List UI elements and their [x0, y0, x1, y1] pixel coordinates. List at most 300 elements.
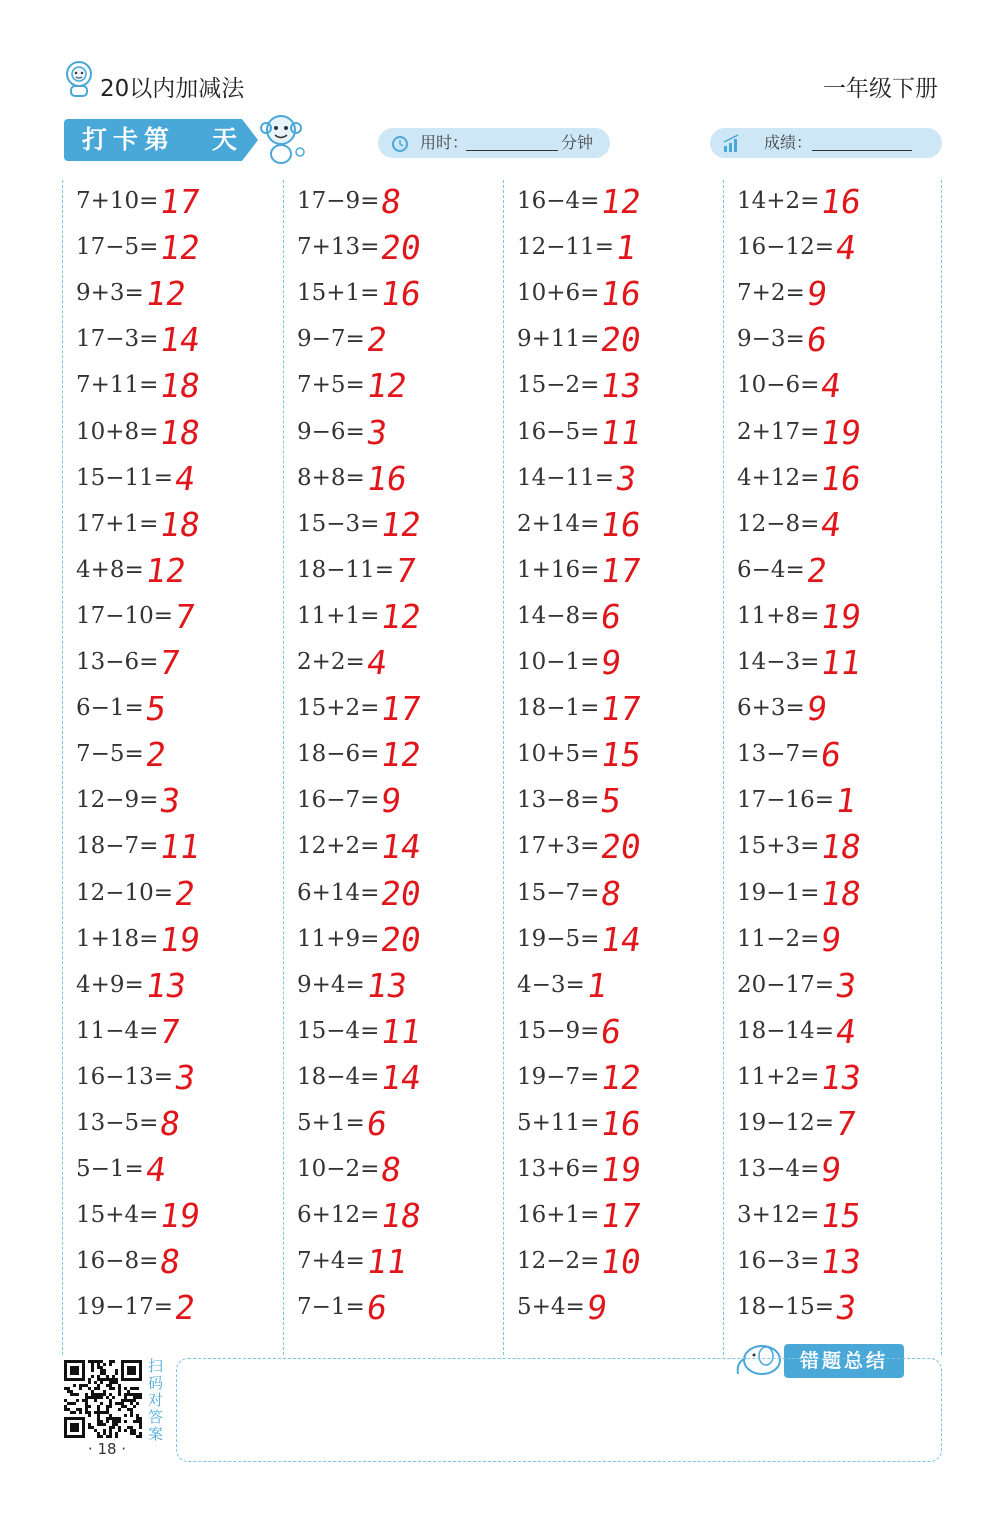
handwritten-answer: 16: [818, 458, 864, 498]
problem-row: [283, 503, 503, 549]
problem-row: [723, 364, 943, 410]
handwritten-answer: 7: [393, 550, 419, 590]
problem-row: [503, 1056, 723, 1102]
equation: 7−1=: [297, 1294, 365, 1321]
problem-row: [503, 779, 723, 825]
equation: 15−9=: [517, 1017, 600, 1044]
handwritten-answer: 12: [157, 228, 203, 268]
score-field: [710, 128, 942, 158]
problem-row: [503, 549, 723, 595]
problem-row: [283, 318, 503, 364]
equation: 14+2=: [737, 188, 820, 214]
equation: 18−7=: [76, 833, 159, 860]
handwritten-answer: 10: [598, 1242, 644, 1282]
handwritten-answer: 16: [364, 458, 410, 498]
handwritten-answer: 7: [157, 643, 183, 682]
handwritten-answer: 4: [833, 228, 859, 268]
equation: 11+8=: [737, 602, 820, 629]
handwritten-answer: 2: [172, 873, 198, 913]
problem-row: [62, 1148, 282, 1194]
handwritten-answer: 18: [157, 366, 203, 406]
handwritten-answer: 16: [598, 274, 644, 314]
handwritten-answer: 4: [818, 366, 844, 406]
handwritten-answer: 12: [598, 1057, 644, 1097]
handwritten-answer: 7: [157, 1011, 183, 1051]
problem-row: [503, 411, 723, 457]
problem-row: [723, 411, 943, 457]
problem-row: [723, 1286, 943, 1332]
equation: 18−15=: [737, 1294, 835, 1321]
equation: 6+14=: [297, 879, 380, 906]
handwritten-answer: 3: [172, 1057, 198, 1097]
bar-chart-icon: [722, 133, 742, 153]
time-blank[interactable]: [466, 132, 558, 151]
equation: 15+3=: [737, 833, 820, 860]
problem-row: [723, 641, 943, 687]
problem-row: [503, 226, 723, 272]
handwritten-answer: 3: [833, 1288, 859, 1328]
problem-row: [283, 1240, 503, 1286]
handwritten-answer: 1: [613, 228, 639, 268]
handwritten-answer: 20: [378, 228, 424, 268]
handwritten-answer: 6: [598, 1011, 624, 1051]
problem-row: [723, 825, 943, 871]
equation: 13+6=: [517, 1156, 600, 1183]
handwritten-answer: 17: [378, 689, 424, 729]
equation: 9−3=: [737, 326, 805, 353]
equation: 15+1=: [297, 280, 380, 307]
handwritten-answer: 16: [598, 504, 644, 544]
handwritten-answer: 18: [378, 1196, 424, 1236]
handwritten-answer: 8: [598, 873, 624, 913]
handwritten-answer: 17: [157, 182, 203, 221]
equation: 6−1=: [76, 695, 144, 722]
equation: 5+4=: [517, 1294, 585, 1321]
equation: 15−4=: [297, 1017, 380, 1044]
score-blank[interactable]: [812, 132, 912, 151]
handwritten-answer: 18: [818, 873, 864, 913]
handwritten-answer: 8: [157, 1104, 183, 1143]
handwritten-answer: 12: [143, 550, 189, 590]
problem-row: [62, 1194, 282, 1240]
handwritten-answer: 9: [818, 919, 844, 959]
equation: 13−8=: [517, 787, 600, 814]
handwritten-answer: 15: [818, 1196, 864, 1236]
problem-row: [503, 733, 723, 779]
handwritten-answer: 12: [598, 182, 644, 221]
problem-row: [723, 595, 943, 641]
equation: 2+17=: [737, 418, 820, 445]
problem-row: [503, 595, 723, 641]
equation: 17−16=: [737, 787, 835, 814]
handwritten-answer: 9: [804, 274, 830, 314]
equation: 11+2=: [737, 1063, 820, 1090]
problem-row: [283, 549, 503, 595]
handwritten-answer: 2: [172, 1288, 198, 1328]
problem-row: [503, 1194, 723, 1240]
equation: 13−6=: [76, 649, 159, 675]
problem-row: [283, 779, 503, 825]
handwritten-answer: 12: [378, 735, 424, 775]
equation: 7−5=: [76, 741, 144, 768]
handwritten-answer: 2: [804, 550, 830, 590]
equation: 6+3=: [737, 695, 805, 722]
handwritten-answer: 11: [378, 1011, 424, 1051]
handwritten-answer: 1: [584, 965, 610, 1005]
problem-row: [503, 503, 723, 549]
score-label: 成绩：: [764, 133, 813, 152]
problem-row: [283, 1148, 503, 1194]
equation: 2+14=: [517, 510, 600, 537]
equation: 10+5=: [517, 741, 600, 768]
handwritten-answer: 11: [364, 1242, 410, 1282]
equation: 10−2=: [297, 1156, 380, 1183]
handwritten-answer: 8: [378, 1150, 404, 1190]
equation: 19−1=: [737, 879, 820, 906]
equation: 16−7=: [297, 787, 380, 814]
handwritten-answer: 6: [818, 735, 844, 775]
problem-row: [283, 180, 503, 226]
handwritten-answer: 7: [172, 596, 198, 636]
handwritten-answer: 4: [818, 504, 844, 544]
problem-row: [62, 1056, 282, 1102]
problem-row: [723, 872, 943, 918]
problem-row: [283, 1010, 503, 1056]
handwritten-answer: 4: [833, 1011, 859, 1051]
problem-row: [723, 272, 943, 318]
problem-row: [62, 872, 282, 918]
problem-row: [723, 226, 943, 272]
equation: 18−14=: [737, 1017, 835, 1044]
equation: 1+18=: [76, 925, 159, 952]
handwritten-answer: 9: [378, 781, 404, 821]
handwritten-answer: 1: [833, 781, 859, 821]
equation: 19−12=: [737, 1110, 835, 1136]
equation: 4+9=: [76, 971, 144, 998]
equation: 10−6=: [737, 372, 820, 399]
problem-row: [62, 1010, 282, 1056]
problem-row: [283, 872, 503, 918]
problem-row: [503, 872, 723, 918]
equation: 16−13=: [76, 1063, 174, 1090]
checkin-prefix: 打卡第: [82, 125, 176, 154]
equation: 8+8=: [297, 464, 365, 491]
handwritten-answer: 3: [833, 965, 859, 1005]
equation: 15−7=: [517, 879, 600, 906]
problem-row: [503, 687, 723, 733]
handwritten-answer: 16: [598, 1104, 644, 1143]
handwritten-answer: 2: [364, 320, 390, 360]
handwritten-answer: 12: [378, 596, 424, 636]
problem-row: [283, 687, 503, 733]
equation: 17+3=: [517, 833, 600, 860]
handwritten-answer: 20: [598, 320, 644, 360]
equation: 7+2=: [737, 280, 805, 307]
handwritten-answer: 11: [157, 827, 203, 867]
problem-row: [503, 1102, 723, 1148]
equation: 18−6=: [297, 741, 380, 768]
equation: 15−3=: [297, 510, 380, 537]
qr-code-icon[interactable]: [64, 1360, 142, 1438]
problem-row: [62, 779, 282, 825]
problem-row: [62, 411, 282, 457]
equation: 9−6=: [297, 418, 365, 445]
problem-row: [723, 918, 943, 964]
equation: 12+2=: [297, 833, 380, 860]
problem-row: [283, 411, 503, 457]
problem-row: [283, 1056, 503, 1102]
mistakes-summary-label: 错题总结: [784, 1344, 904, 1378]
equation: 14−3=: [737, 649, 820, 675]
equation: 15+2=: [297, 695, 380, 722]
equation: 14−11=: [517, 464, 615, 491]
equation: 17+1=: [76, 510, 159, 537]
equation: 9+3=: [76, 280, 144, 307]
equation: 18−11=: [297, 556, 395, 583]
problem-row: [62, 364, 282, 410]
handwritten-answer: 14: [157, 320, 203, 360]
problem-row: [723, 779, 943, 825]
problem-row: [503, 1286, 723, 1332]
handwritten-answer: 17: [598, 550, 644, 590]
equation: 1+16=: [517, 556, 600, 583]
equation: 10+8=: [76, 418, 159, 445]
equation: 16−8=: [76, 1248, 159, 1275]
problem-row: [723, 687, 943, 733]
handwritten-answer: 19: [818, 596, 864, 636]
problem-row: [62, 1102, 282, 1148]
handwritten-answer: 20: [378, 919, 424, 959]
equation: 19−7=: [517, 1063, 600, 1090]
handwritten-answer: 12: [378, 504, 424, 544]
handwritten-answer: 20: [598, 827, 644, 867]
handwritten-answer: 6: [804, 320, 830, 360]
problem-row: [723, 549, 943, 595]
problem-row: [62, 180, 282, 226]
problem-row: [723, 1240, 943, 1286]
handwritten-answer: 16: [818, 182, 864, 221]
equation: 7+10=: [76, 188, 159, 214]
checkin-banner: [64, 119, 242, 161]
problem-row: [283, 825, 503, 871]
problem-row: [62, 272, 282, 318]
handwritten-answer: 19: [818, 412, 864, 452]
equation: 9+11=: [517, 326, 600, 353]
problem-row: [503, 1240, 723, 1286]
handwritten-answer: 13: [598, 366, 644, 406]
handwritten-answer: 13: [364, 965, 410, 1005]
problem-row: [723, 1102, 943, 1148]
alarm-clock-icon: [390, 133, 410, 153]
equation: 17−9=: [297, 188, 380, 214]
problem-row: [283, 595, 503, 641]
monkey-mascot-icon: [254, 110, 308, 166]
problem-row: [283, 1194, 503, 1240]
problem-row: [62, 503, 282, 549]
equation: 13−5=: [76, 1110, 159, 1136]
handwritten-answer: 19: [157, 1196, 203, 1236]
handwritten-answer: 5: [143, 689, 169, 729]
problem-row: [62, 964, 282, 1010]
handwritten-answer: 6: [364, 1104, 390, 1143]
problem-row: [283, 457, 503, 503]
equation: 7+11=: [76, 372, 159, 399]
problem-row: [723, 457, 943, 503]
problem-row: [723, 964, 943, 1010]
equation: 10+6=: [517, 280, 600, 307]
equation: 10−1=: [517, 649, 600, 675]
handwritten-answer: 11: [598, 412, 644, 452]
problem-row: [503, 272, 723, 318]
equation: 18−4=: [297, 1063, 380, 1090]
handwritten-answer: 13: [143, 965, 189, 1005]
handwritten-answer: 20: [378, 873, 424, 913]
equation: 12−8=: [737, 510, 820, 537]
equation: 6+12=: [297, 1202, 380, 1229]
problem-row: [62, 641, 282, 687]
handwritten-answer: 19: [598, 1150, 644, 1190]
problem-row: [283, 1102, 503, 1148]
handwritten-answer: 12: [143, 274, 189, 314]
problem-row: [62, 549, 282, 595]
problem-row: [283, 364, 503, 410]
equation: 12−2=: [517, 1248, 600, 1275]
equation: 11+9=: [297, 925, 380, 952]
equation: 16+1=: [517, 1202, 600, 1229]
equation: 9−7=: [297, 326, 365, 353]
time-field: [378, 128, 610, 158]
equation: 16−3=: [737, 1248, 820, 1275]
equation: 16−4=: [517, 188, 600, 214]
handwritten-answer: 11: [818, 643, 864, 682]
problem-row: [503, 918, 723, 964]
equation: 19−17=: [76, 1294, 174, 1321]
equation: 13−7=: [737, 741, 820, 768]
grade-label: 一年级下册: [823, 76, 938, 102]
handwritten-answer: 14: [378, 1057, 424, 1097]
problem-row: [723, 1056, 943, 1102]
equation: 4+8=: [76, 556, 144, 583]
handwritten-answer: 17: [598, 1196, 644, 1236]
handwritten-answer: 7: [833, 1104, 859, 1143]
problem-row: [723, 318, 943, 364]
problem-row: [62, 918, 282, 964]
problem-row: [62, 733, 282, 779]
equation: 18−1=: [517, 695, 600, 722]
time-unit: 分钟: [561, 133, 594, 152]
lion-mascot-icon: [62, 60, 96, 98]
handwritten-answer: 17: [598, 689, 644, 729]
time-label: 用时：: [420, 133, 469, 152]
equation: 7+5=: [297, 372, 365, 399]
handwritten-answer: 3: [157, 781, 183, 821]
handwritten-answer: 3: [613, 458, 639, 498]
equation: 12−10=: [76, 879, 174, 906]
handwritten-answer: 9: [804, 689, 830, 729]
problem-row: [62, 457, 282, 503]
handwritten-answer: 4: [364, 643, 390, 682]
equation: 14−8=: [517, 602, 600, 629]
equation: 5−1=: [76, 1156, 144, 1183]
equation: 5+1=: [297, 1110, 365, 1136]
problem-row: [503, 1010, 723, 1056]
equation: 17−5=: [76, 234, 159, 261]
page-number: · 18 ·: [87, 1440, 127, 1458]
handwritten-answer: 4: [172, 458, 198, 498]
problem-row: [283, 641, 503, 687]
equation: 11−4=: [76, 1017, 159, 1044]
equation: 11+1=: [297, 602, 380, 629]
problem-row: [62, 825, 282, 871]
problem-row: [723, 1148, 943, 1194]
handwritten-answer: 8: [157, 1242, 183, 1282]
problem-row: [723, 1010, 943, 1056]
problem-row: [503, 1148, 723, 1194]
problem-row: [283, 1286, 503, 1332]
problem-row: [62, 687, 282, 733]
equation: 7+4=: [297, 1248, 365, 1275]
problem-row: [62, 318, 282, 364]
problem-row: [62, 1286, 282, 1332]
problem-row: [503, 964, 723, 1010]
equation: 13−4=: [737, 1156, 820, 1183]
problem-row: [503, 457, 723, 503]
handwritten-answer: 13: [818, 1242, 864, 1282]
equation: 3+12=: [737, 1202, 820, 1229]
equation: 19−5=: [517, 925, 600, 952]
equation: 15+4=: [76, 1202, 159, 1229]
equation: 15−11=: [76, 464, 174, 491]
equation: 17−3=: [76, 326, 159, 353]
problem-grid: [62, 180, 942, 1355]
equation: 15−2=: [517, 372, 600, 399]
equation: 9+4=: [297, 971, 365, 998]
problem-row: [503, 825, 723, 871]
problem-row: [503, 318, 723, 364]
problem-row: [503, 364, 723, 410]
problem-row: [62, 595, 282, 641]
equation: 2+2=: [297, 649, 365, 675]
equation: 6−4=: [737, 556, 805, 583]
equation: 4−3=: [517, 971, 585, 998]
problem-row: [283, 964, 503, 1010]
equation: 4+12=: [737, 464, 820, 491]
problem-row: [723, 733, 943, 779]
handwritten-answer: 9: [818, 1150, 844, 1190]
equation: 12−11=: [517, 234, 615, 261]
handwritten-answer: 3: [364, 412, 390, 452]
handwritten-answer: 14: [598, 919, 644, 959]
page-header: [0, 0, 1000, 120]
problem-row: [723, 503, 943, 549]
handwritten-answer: 5: [598, 781, 624, 821]
problem-row: [503, 641, 723, 687]
book-title: 20以内加减法: [100, 76, 245, 102]
handwritten-answer: 18: [157, 412, 203, 452]
handwritten-answer: 12: [364, 366, 410, 406]
handwritten-answer: 18: [157, 504, 203, 544]
equation: 20−17=: [737, 971, 835, 998]
problem-row: [283, 733, 503, 779]
equation: 5+11=: [517, 1110, 600, 1136]
problem-row: [283, 226, 503, 272]
handwritten-answer: 19: [157, 919, 203, 959]
mistakes-summary-box[interactable]: [176, 1358, 942, 1462]
handwritten-answer: 2: [143, 735, 169, 775]
problem-row: [62, 226, 282, 272]
equation: 17−10=: [76, 602, 174, 629]
handwritten-answer: 13: [818, 1057, 864, 1097]
